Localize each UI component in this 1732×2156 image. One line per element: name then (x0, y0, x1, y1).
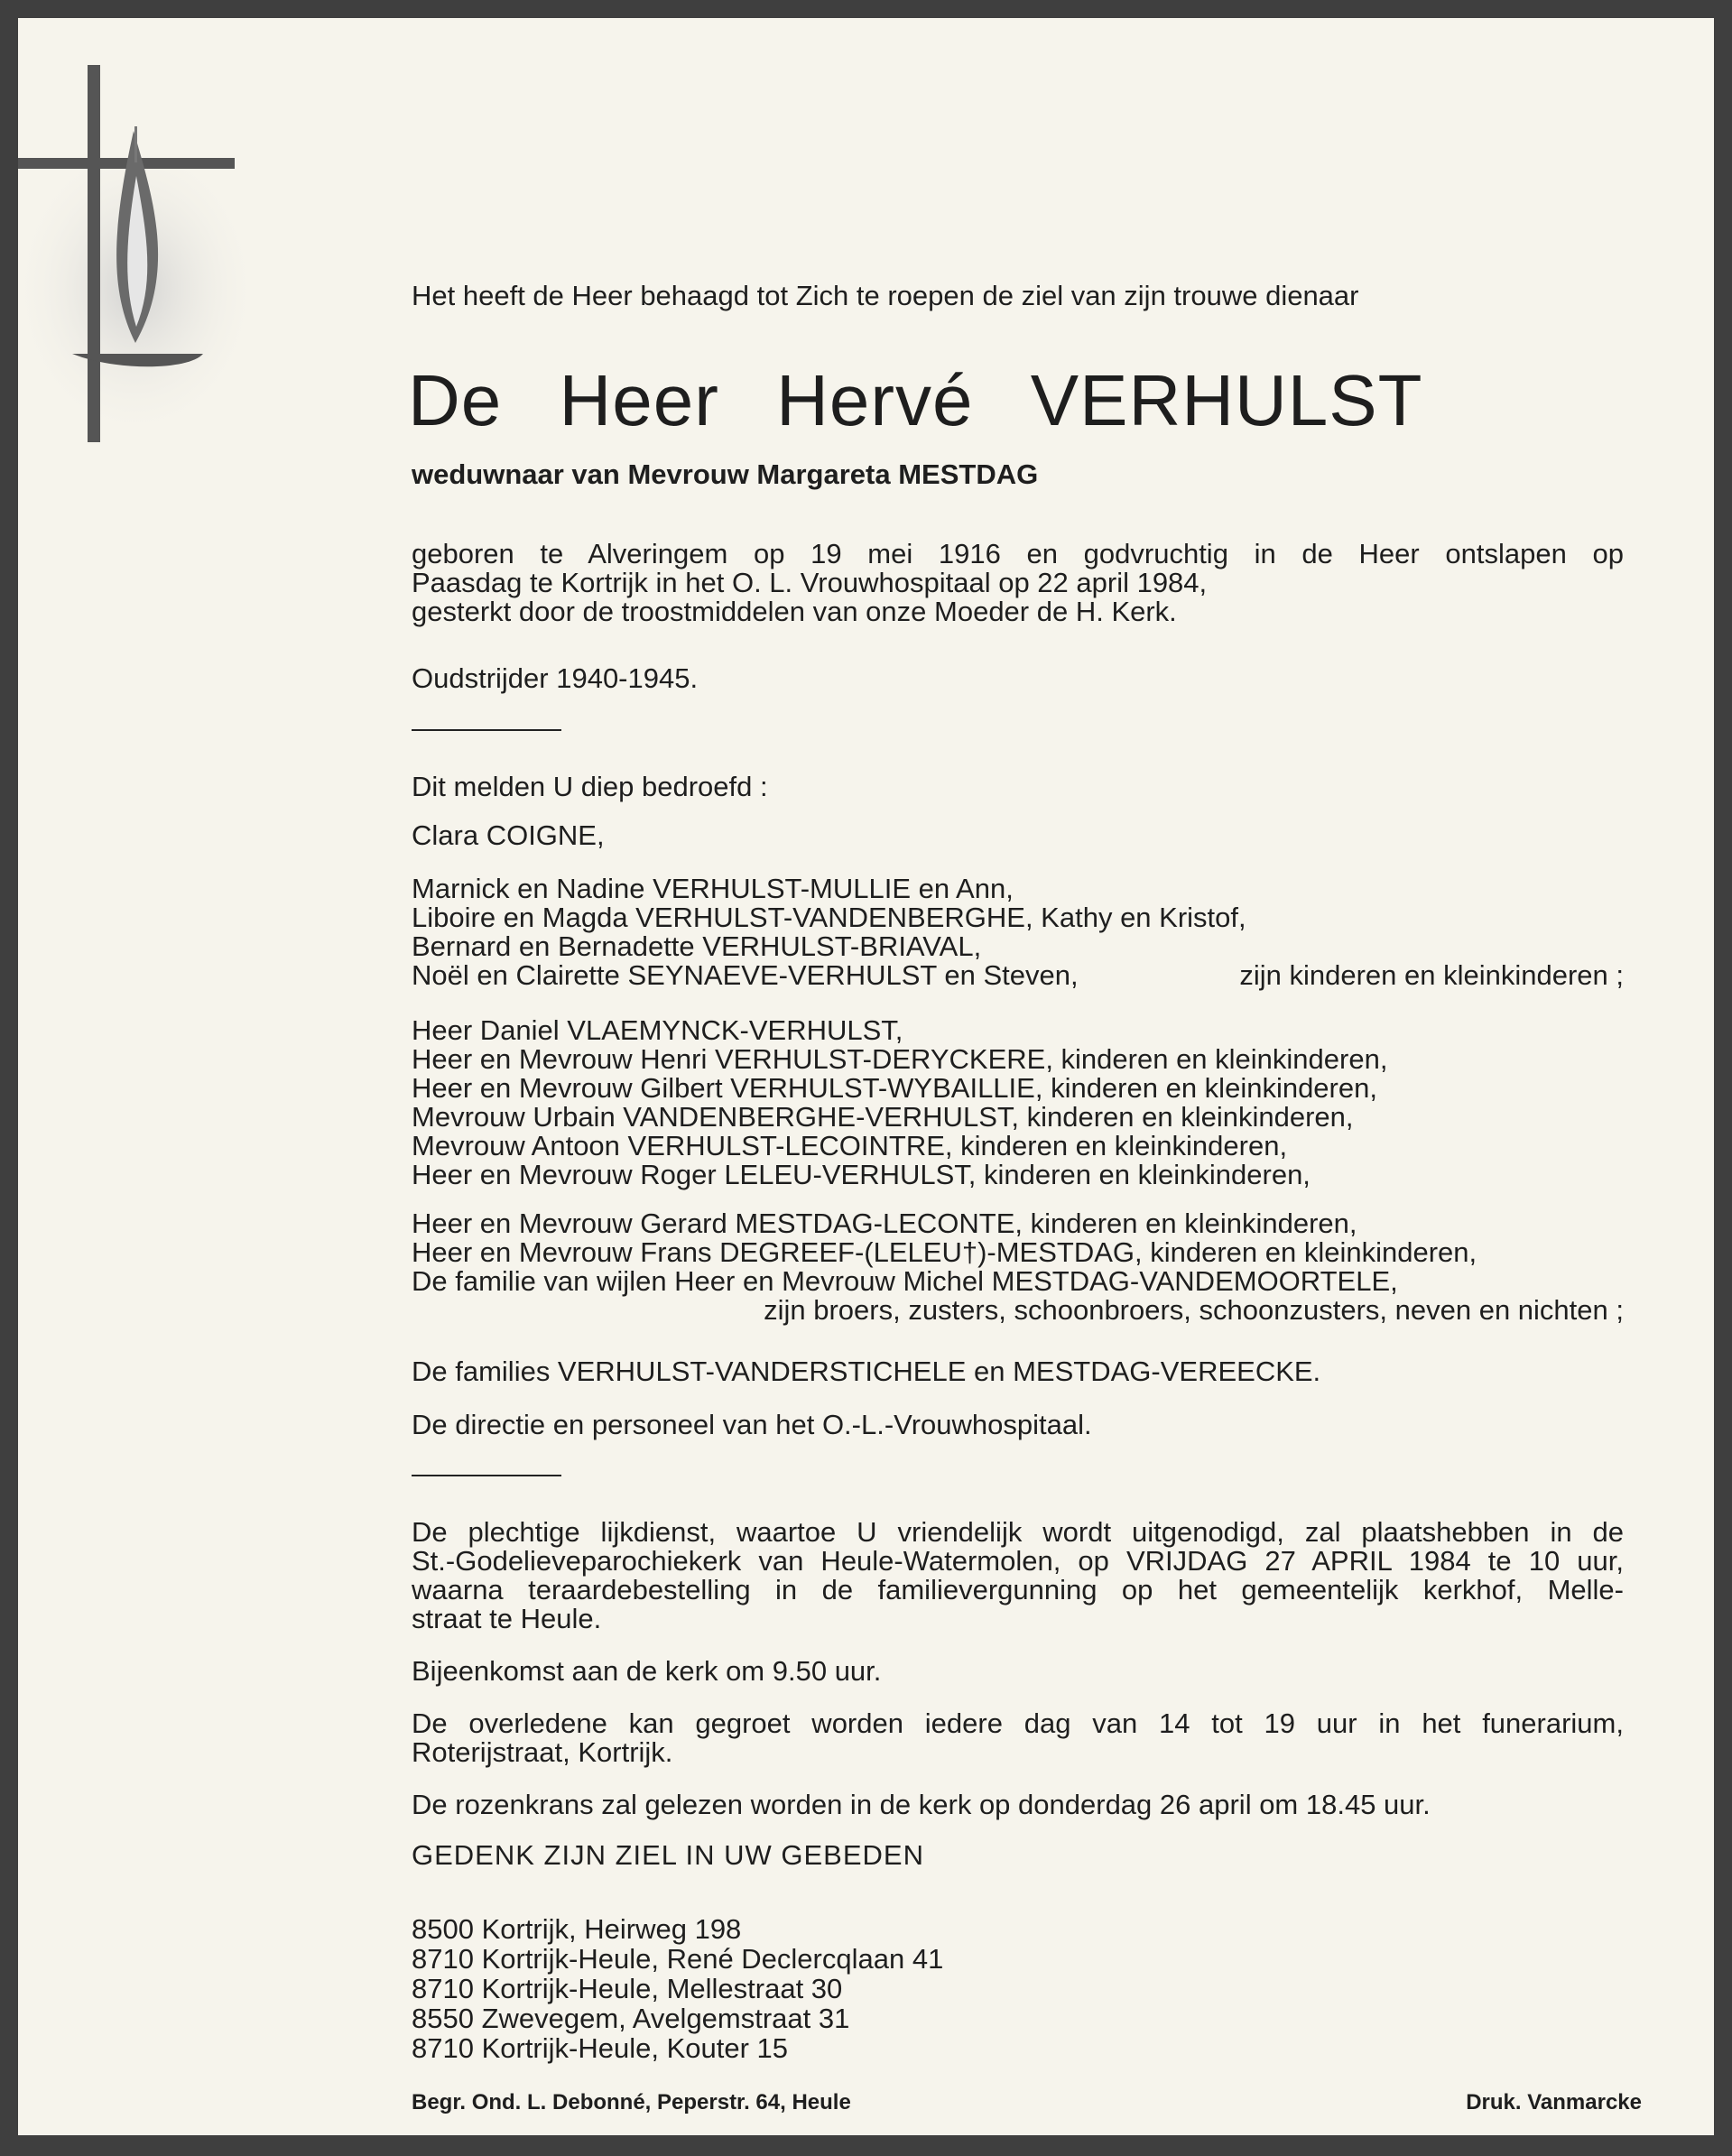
list-item (412, 959, 1624, 991)
list-item: Heer en Mevrouw Henri VERHULST-DERYCKERE, kinderen en kleinkinderen, (412, 1043, 1388, 1075)
children-suffix: zijn kinderen en kleinkinderen ; (1239, 959, 1624, 991)
list-item-text: Noël en Clairette SEYNAEVE-VERHULST en Steven, (412, 959, 1079, 991)
service-line: straat te Heule. (412, 1603, 602, 1634)
deceased-name: De Heer Hervé VERHULST (408, 360, 1423, 440)
rosary-line: De rozenkrans zal gelezen worden in de kerk op donderdag 26 april om 18.45 uur. (412, 1789, 1431, 1820)
siblings-suffix: zijn broers, zusters, schoonbroers, schoonzusters, neven en nichten ; (764, 1294, 1624, 1326)
address-item: 8710 Kortrijk-Heule, Mellestraat 30 (412, 1973, 843, 2004)
service-line: waarna teraardebestelling in de familievergunning op het gemeentelijk kerkhof, Melle- (412, 1574, 1624, 1605)
list-item: Heer en Mevrouw Gilbert VERHULST-WYBAILLIE, kinderen en kleinkinderen, (412, 1072, 1377, 1104)
list-item (412, 1294, 1624, 1326)
birth-line: geboren te Alveringem op 19 mei 1916 en godvruchtig in de Heer ontslapen op (412, 538, 1624, 569)
viewing-line: Roterijstraat, Kortrijk. (412, 1736, 673, 1768)
list-item: Liboire en Magda VERHULST-VANDENBERGHE, Kathy en Kristof, (412, 902, 1246, 933)
birth-line: gesterkt door de troostmiddelen van onze Moeder de H. Kerk. (412, 596, 1177, 627)
service-line: De plechtige lijkdienst, waartoe U vriendelijk wordt uitgenodigd, zal plaatshebben in de (412, 1516, 1624, 1548)
list-item: Heer en Mevrouw Gerard MESTDAG-LECONTE, kinderen en kleinkinderen, (412, 1208, 1357, 1239)
printer-credit: Druk. Vanmarcke (1466, 2090, 1642, 2114)
birth-line: Paasdag te Kortrijk in het O. L. Vrouwhospitaal op 22 april 1984, (412, 567, 1208, 598)
list-item: Heer en Mevrouw Roger LELEU-VERHULST, kinderen en kleinkinderen, (412, 1159, 1311, 1190)
hospital-line: De directie en personeel van het O.-L.-Vrouwhospitaal. (412, 1409, 1092, 1440)
divider (412, 1475, 561, 1476)
divider (412, 729, 561, 731)
widower-line: weduwnaar van Mevrouw Margareta MESTDAG (412, 458, 1039, 490)
viewing-line: De overledene kan gegroet worden iedere dag van 14 tot 19 uur in het funerarium, (412, 1707, 1624, 1739)
address-item: 8710 Kortrijk-Heule, Kouter 15 (412, 2032, 789, 2064)
list-item: Mevrouw Antoon VERHULST-LECOINTRE, kinderen en kleinkinderen, (412, 1130, 1288, 1161)
undertaker-credit: Begr. Ond. L. Debonné, Peperstr. 64, Heule (412, 2090, 851, 2114)
memorial-card (18, 18, 1714, 2135)
veteran-line: Oudstrijder 1940-1945. (412, 662, 699, 694)
address-item: 8550 Zwevegem, Avelgemstraat 31 (412, 2003, 850, 2034)
gathering-line: Bijeenkomst aan de kerk om 9.50 uur. (412, 1655, 882, 1687)
families-line: De families VERHULST-VANDERSTICHELE en MESTDAG-VEREECKE. (412, 1356, 1321, 1387)
list-item: Bernard en Bernadette VERHULST-BRIAVAL, (412, 930, 982, 962)
cross-candle-icon (18, 18, 289, 487)
list-item: De familie van wijlen Heer en Mevrouw Michel MESTDAG-VANDEMOORTELE, (412, 1265, 1398, 1297)
announce-line: Dit melden U diep bedroefd : (412, 771, 768, 802)
wife-line: Clara COIGNE, (412, 819, 605, 851)
prayer-line: GEDENK ZIJN ZIEL IN UW GEBEDEN (412, 1839, 924, 1871)
list-item: Heer Daniel VLAEMYNCK-VERHULST, (412, 1014, 903, 1046)
service-line: St.-Godelieveparochiekerk van Heule-Watermolen, op VRIJDAG 27 APRIL 1984 te 10 uur, (412, 1545, 1624, 1577)
list-item: Marnick en Nadine VERHULST-MULLIE en Ann, (412, 873, 1014, 904)
intro-text: Het heeft de Heer behaagd tot Zich te roepen de ziel van zijn trouwe dienaar (412, 280, 1359, 311)
address-item: 8500 Kortrijk, Heirweg 198 (412, 1913, 742, 1945)
address-item: 8710 Kortrijk-Heule, René Declercqlaan 41 (412, 1943, 944, 1975)
list-item: Mevrouw Urbain VANDENBERGHE-VERHULST, kinderen en kleinkinderen, (412, 1101, 1354, 1133)
list-item: Heer en Mevrouw Frans DEGREEF-(LELEU†)-MESTDAG, kinderen en kleinkinderen, (412, 1236, 1477, 1268)
